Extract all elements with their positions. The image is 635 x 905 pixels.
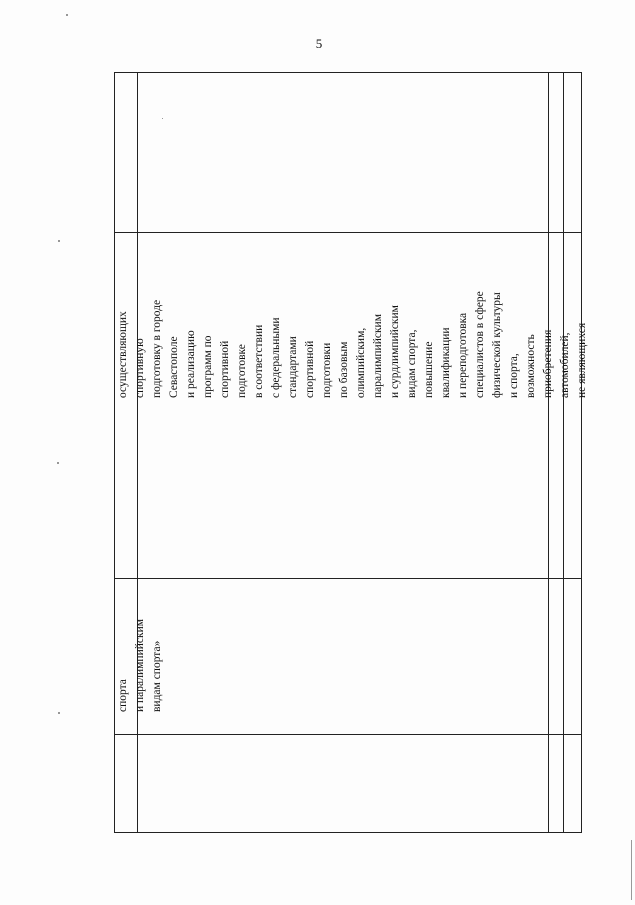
scan-speck (57, 462, 59, 464)
cell-text-line: по базовым (338, 341, 350, 398)
cell-text-line: и спорта, (508, 353, 520, 398)
scan-speck (66, 14, 68, 16)
cell-text-line: с федеральными (270, 317, 282, 398)
cell-text-line: автомобилей, (559, 332, 571, 398)
table-row-divider (114, 578, 582, 579)
table-column-divider (137, 72, 138, 833)
scan-speck (162, 118, 163, 119)
cell-text-line: Севастополе (168, 336, 180, 398)
cell-text-line: и сурдлимпийским (389, 305, 401, 398)
cell-text-line: и паралимпийским (134, 619, 146, 712)
table-column-divider (548, 72, 549, 833)
cell-text-line: стандартами (287, 336, 299, 398)
cell-text-line: подготовку в городе (151, 299, 163, 398)
cell-text-line: возможность (525, 334, 537, 398)
scan-speck (58, 240, 60, 242)
cell-text-line: спортивной (219, 340, 231, 398)
table-row-divider (114, 734, 582, 735)
cell-text-line: спортивную (134, 338, 146, 398)
cell-text-organizations (115, 291, 591, 398)
cell-text-line: спортивной (304, 340, 316, 398)
scan-speck (58, 712, 60, 714)
cell-text-line: физической культуры (491, 292, 503, 398)
cell-text-line: осуществляющих (117, 311, 129, 398)
cell-text-line: спорта (117, 679, 129, 712)
cell-text-line: приобретения (542, 329, 554, 398)
page-number: 5 (315, 36, 323, 51)
cell-text-line: программ по (202, 335, 214, 398)
table-column-divider (563, 72, 564, 833)
cell-text-line: видам спорта, (406, 329, 418, 398)
cell-text-line: квалификации (440, 327, 452, 398)
scan-edge-mark (631, 840, 632, 900)
cell-text-line: олимпийским, (355, 327, 367, 398)
cell-text-line: паралимпийским (372, 314, 384, 398)
cell-text-line: подготовки (321, 342, 333, 398)
cell-text-line: и реализацию (185, 330, 197, 398)
cell-text-line: повышение (423, 341, 435, 398)
cell-text-line: видам спорта» (151, 640, 163, 712)
cell-text-line: в соответствии (253, 324, 265, 398)
table-row-divider (114, 232, 582, 233)
cell-text-line: и переподготовка (457, 312, 469, 398)
cell-text-line: не являющихся (576, 322, 588, 398)
cell-text-line: подготовке (236, 344, 248, 398)
table-frame (114, 72, 582, 833)
cell-text-line: специалистов в сфере (474, 291, 486, 398)
cell-text-sport-types (115, 619, 166, 712)
